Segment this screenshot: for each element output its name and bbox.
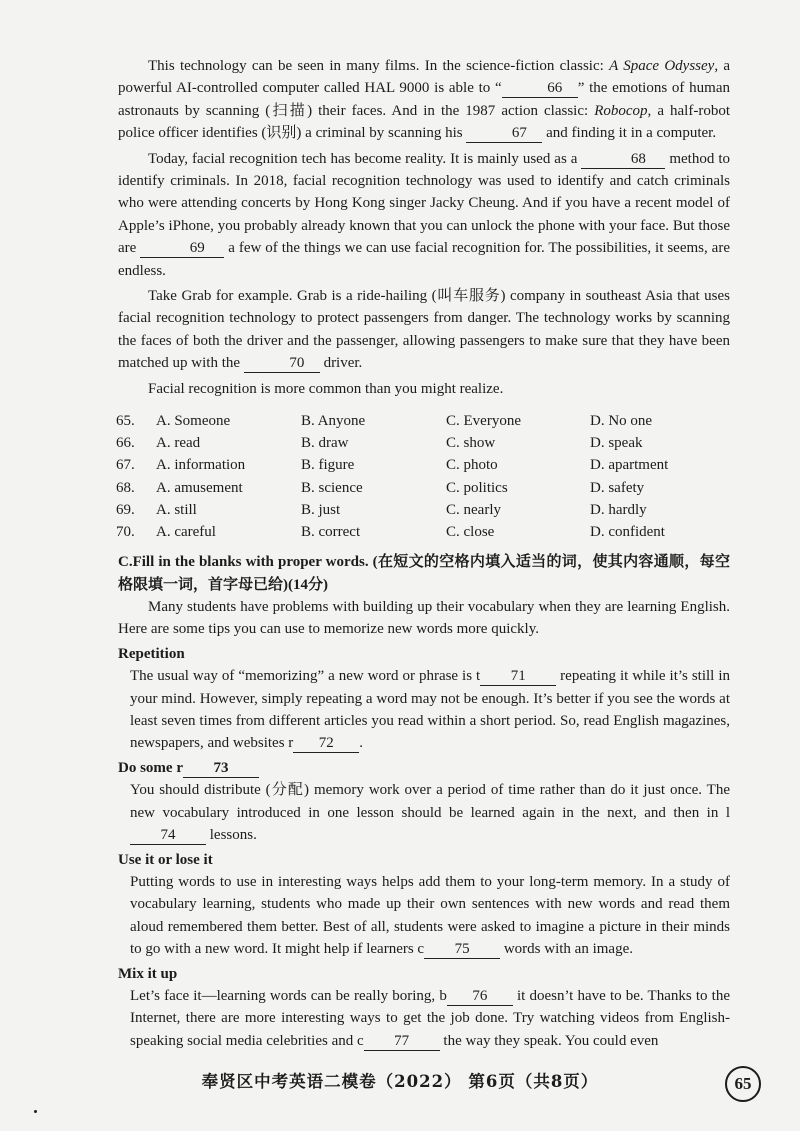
question-number: 66. — [116, 435, 135, 452]
text: Today, facial recognition tech has become reality. It is mainly used as a — [148, 150, 582, 167]
question-number: 70. — [116, 523, 135, 540]
option-b: B. Anyone — [301, 412, 366, 429]
blank-75[interactable]: 75 — [424, 941, 500, 959]
option-d: D. apartment — [590, 457, 669, 474]
option-row-68 — [118, 477, 730, 499]
text: You should distribute (分配) memory work over a period of time rather than do it just once. The new vocabulary introduced in one lesson should be learned again in the next, and then in l — [130, 782, 730, 821]
option-b: B. figure — [301, 457, 355, 474]
blank-71[interactable]: 71 — [480, 668, 556, 686]
blank-72[interactable]: 72 — [293, 735, 359, 753]
text: ” the emotions of human astronauts by scanning (扫描) their faces. And in the 1987 action classic: — [118, 80, 730, 119]
option-b: B. draw — [301, 435, 349, 452]
options-table — [118, 410, 730, 543]
text: Putting words to use in interesting ways helps add them to your long-term memory. In a study of vocabulary learning, students who made up their own sentences with new words and read them aloud remembered them better. Best of all, students were asked to imagine a picture in their minds to go with a new word. It might help if learners c — [130, 873, 730, 958]
option-d: D. speak — [590, 435, 643, 452]
text: the way they speak. You could even — [439, 1032, 659, 1049]
text: words with an image. — [500, 941, 633, 958]
blank-67[interactable]: 67 — [466, 125, 542, 143]
page-footer: 奉贤区中考英语二模卷（2022） 第6页（共8页） — [201, 1072, 599, 1091]
paragraph-repetition — [118, 665, 730, 755]
option-c: C. close — [446, 523, 495, 540]
circled-page-number: 65 — [725, 1066, 761, 1102]
option-c: C. Everyone — [446, 412, 521, 429]
question-number: 67. — [116, 457, 135, 474]
option-row-65 — [118, 410, 730, 432]
paragraph-use-it — [118, 871, 730, 961]
text: method to identify criminals. In 2018, facial recognition technology was used to identify and catch criminals who were attending concerts by Hong Kong singer Jacky Cheung. And if you have a recent model of Apple’s iPhone, you probably already known that you can unlock the phone with your face. But those are — [118, 150, 730, 257]
option-c: C. photo — [446, 457, 498, 474]
section-c-intro: Many students have problems with building up their vocabulary when they are learning English. Here are some tips you can use to memorize new words more quickly. — [118, 599, 730, 638]
option-row-67 — [118, 454, 730, 476]
text: lessons. — [206, 827, 257, 844]
text: a few of the things we can use facial recognition for. The possibilities, it seems, are endless. — [118, 240, 730, 279]
text: This technology can be seen in many films. In the science-fiction classic: — [148, 58, 610, 74]
text: Take Grab for example. Grab is a ride-hailing (叫车服务) company in southeast Asia that uses facial recognition technology to protect passengers from danger. The technology works by scanning the faces of both the driver and the passenger, allowing passengers to make sure that they have been matched up with the — [118, 288, 730, 372]
blank-70[interactable]: 70 — [244, 355, 320, 373]
option-a: A. amusement — [156, 479, 243, 496]
paragraph-distribute — [118, 779, 730, 846]
option-d: D. confident — [590, 523, 665, 540]
blank-66[interactable]: 66 — [502, 80, 578, 98]
text: it doesn’t have to be. Thanks to the Internet, there are more interesting ways to get the job done. Try watching videos from English-speaking social media celebrities and c — [130, 987, 730, 1049]
option-c: C. show — [446, 435, 496, 452]
scan-speck — [34, 1110, 37, 1113]
paragraph-mix-it-up — [118, 985, 730, 1052]
paragraph-today — [118, 148, 730, 282]
blank-69[interactable]: 69 — [140, 240, 224, 258]
option-a: A. careful — [156, 523, 216, 540]
heading-repetition: Repetition — [118, 645, 185, 662]
film-title: Robocop — [594, 102, 648, 119]
film-title: A Space Odyssey — [609, 58, 715, 74]
blank-77[interactable]: 77 — [364, 1033, 440, 1051]
heading-mix-it-up: Mix it up — [118, 965, 178, 982]
paragraph-films — [118, 55, 730, 145]
heading-use-it: Use it or lose it — [118, 851, 213, 868]
text: , a powerful AI-controlled computer called HAL 9000 is able to “ — [118, 58, 731, 97]
text: Let’s face it—learning words can be really boring, b — [130, 987, 447, 1004]
option-a: A. still — [156, 501, 197, 518]
paragraph-conclusion: Facial recognition is more common than you might realize. — [148, 380, 504, 397]
option-d: D. No one — [590, 412, 653, 429]
section-c-title: C.Fill in the blanks with proper words. (在短文的空格内填入适当的词，使其内容通顺，每空格限填一词，首字母已给)(14分) — [118, 554, 730, 593]
blank-73[interactable]: 73 — [183, 760, 259, 778]
option-b: B. science — [301, 479, 363, 496]
text: driver. — [319, 355, 363, 372]
text: The usual way of “memorizing” a new word or phrase is t — [130, 668, 481, 685]
text: , a half-robot police officer identifies (识别) a criminal by scanning his — [118, 102, 730, 142]
blank-74[interactable]: 74 — [130, 827, 206, 845]
question-number: 65. — [116, 412, 135, 429]
option-d: D. safety — [590, 479, 645, 496]
option-a: A. read — [156, 435, 201, 452]
heading-do-some — [118, 757, 730, 779]
text: repeating it while it’s still in your mind. However, simply repeating a word may not be enough. It’s better if you see the words at least seven times from different articles you read within a short period. So, read English magazines, newspapers, and websites r — [130, 668, 730, 752]
option-row-66 — [118, 432, 730, 454]
option-b: B. just — [301, 501, 341, 518]
option-d: D. hardly — [590, 501, 647, 518]
paragraph-grab — [118, 285, 730, 375]
option-row-69 — [118, 499, 730, 521]
blank-68[interactable]: 68 — [581, 151, 665, 169]
text: and finding it in a computer. — [542, 125, 717, 142]
text: Do some r — [118, 759, 183, 776]
option-b: B. correct — [301, 523, 361, 540]
question-number: 68. — [116, 479, 135, 496]
question-number: 69. — [116, 501, 135, 518]
option-c: C. politics — [446, 479, 508, 496]
page-content — [118, 55, 730, 1052]
text: . — [359, 735, 364, 752]
option-a: A. Someone — [156, 412, 231, 429]
option-a: A. information — [156, 457, 246, 474]
option-c: C. nearly — [446, 501, 501, 518]
blank-76[interactable]: 76 — [447, 988, 513, 1006]
option-row-70 — [118, 521, 730, 543]
